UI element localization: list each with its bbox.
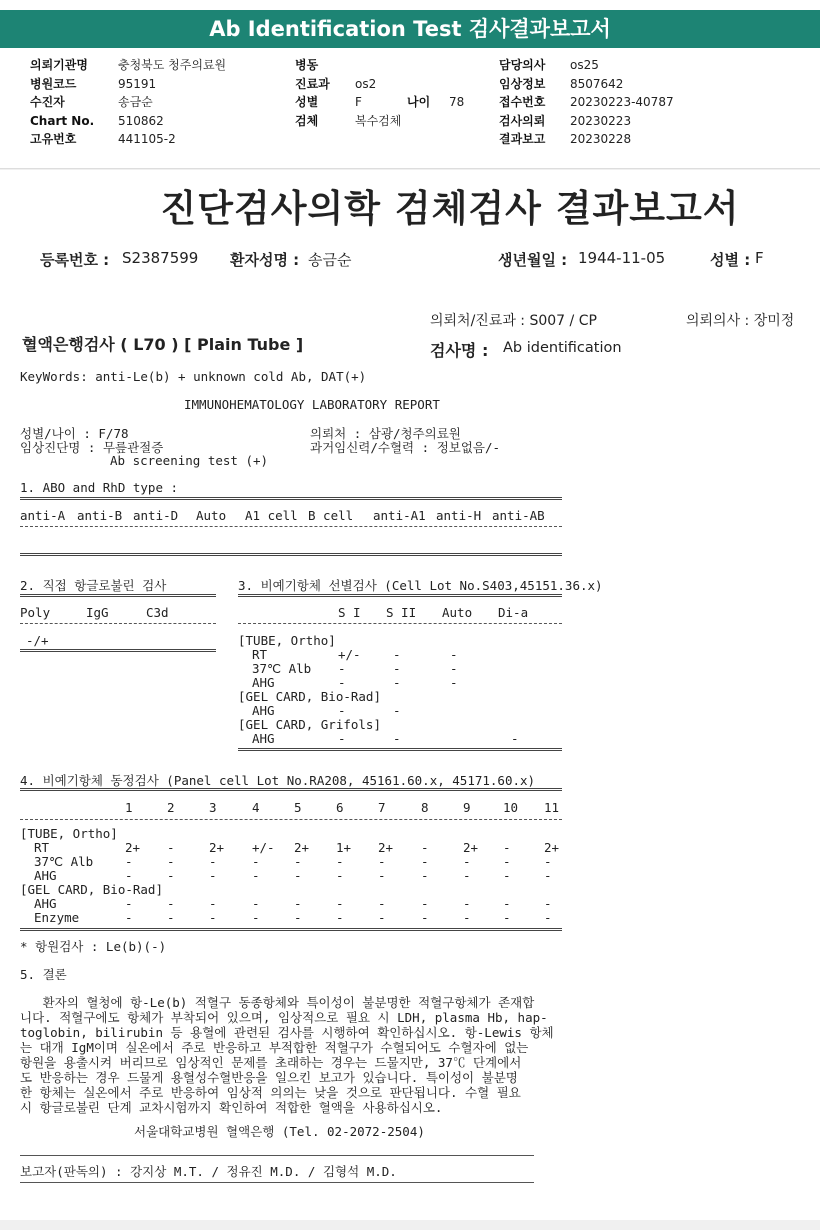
panel-column-header: 4: [252, 800, 260, 815]
meta-values-col3: [570, 56, 674, 149]
panel-row-label: AHG: [34, 896, 57, 911]
panel-result-cell: -: [544, 854, 552, 869]
meta-label: 검체: [295, 113, 319, 128]
panel-result-cell: -: [421, 840, 429, 855]
panel-result-cell: 1+: [336, 840, 352, 855]
meta-value: os2: [355, 76, 377, 91]
dat-column-header: Poly: [20, 605, 51, 620]
panel-result-cell: -: [209, 896, 217, 911]
section3-title: 3. 비예기항체 선별검사 (Cell Lot No.S403,45151.36.x): [238, 578, 603, 593]
abo-column-header: anti-D: [133, 508, 179, 523]
panel-result-cell: 2+: [463, 840, 479, 855]
panel-result-cell: -: [252, 854, 260, 869]
panel-result-cell: -: [167, 910, 175, 925]
abo-column-header: anti-B: [77, 508, 123, 523]
age-value: [449, 93, 464, 112]
divider: [20, 649, 216, 652]
patient-value: 송금순: [308, 251, 352, 269]
screening-result: Ab screening test (+): [110, 453, 269, 468]
panel-result-cell: -: [294, 910, 302, 925]
panel-result-cell: 2+: [544, 840, 560, 855]
screening-row-label: AHG: [252, 675, 275, 690]
screening-column-header: S II: [386, 605, 417, 620]
reg-label: 등록번호 :: [40, 251, 110, 269]
panel-result-cell: -: [336, 868, 344, 883]
abo-column-header: Auto: [196, 508, 227, 523]
panel-result-cell: -: [544, 868, 552, 883]
panel-result-cell: +/-: [252, 840, 275, 855]
meta-label: 진료과: [295, 76, 330, 91]
divider: [20, 553, 562, 556]
meta-value: 20230223: [570, 113, 632, 128]
screening-result-cell: -: [450, 647, 458, 662]
screening-row-label: RT: [252, 647, 268, 662]
panel-result-cell: -: [463, 854, 471, 869]
screening-result-cell: -: [338, 675, 346, 690]
screening-result-cell: +/-: [338, 647, 361, 662]
meta-label: 의뢰기관명: [30, 58, 88, 72]
panel-result-cell: 2+: [294, 840, 310, 855]
meta-labels-col1: [30, 56, 94, 149]
test-name: 혈액은행검사 ( L70 ) [ Plain Tube ]: [22, 335, 304, 354]
panel-result-cell: -: [167, 896, 175, 911]
screening-result-cell: -: [393, 703, 401, 718]
conclusion-line: 한 항체는 실온에서 주로 반응하여 임상적 의의는 낮을 것으로 판단됩니다. 수혈 필요: [20, 1085, 521, 1100]
divider: [20, 623, 216, 624]
reporter: 보고자(판독의) : 강지상 M.T. / 정유진 M.D. / 김형석 M.D.: [20, 1164, 397, 1179]
diagnosis: 임상진단명 : 무릎관절증: [20, 440, 164, 455]
screening-column-header: Auto: [442, 605, 473, 620]
abo-column-header: anti-A: [20, 508, 66, 523]
meta-label: 병동: [295, 58, 319, 72]
conclusion-line: 항원을 용출시켜 버리므로 임상적인 문제를 초래하는 경우는 드물지만, 37℃ 단계에서: [20, 1055, 522, 1070]
panel-result-cell: -: [125, 854, 133, 869]
meta-label: 성별: [295, 95, 319, 109]
panel-result-cell: 2+: [125, 840, 141, 855]
divider: [238, 623, 562, 624]
panel-column-header: 10: [503, 800, 519, 815]
panel-row-label: RT: [34, 840, 50, 855]
dob-value: 1944-11-05: [578, 249, 666, 267]
conclusion-line: 환자의 혈청에 항-Le(b) 적혈구 동종항체와 특이성이 불분명한 적혈구항체가 존재합: [20, 995, 535, 1010]
screening-column-header: Di-a: [498, 605, 529, 620]
panel-result-cell: -: [463, 868, 471, 883]
report-sheet: [0, 170, 820, 1220]
panel-row-label: AHG: [34, 868, 57, 883]
panel-result-cell: -: [294, 854, 302, 869]
panel-result-cell: -: [209, 854, 217, 869]
screening-result-cell: -: [450, 675, 458, 690]
divider: [20, 788, 562, 791]
panel-result-cell: -: [503, 840, 511, 855]
divider: [20, 819, 562, 820]
panel-result-cell: -: [544, 910, 552, 925]
meta-value: 441105-2: [118, 132, 176, 146]
screening-row-label: 37℃ Alb: [252, 661, 312, 676]
conclusion-line: 니다. 적혈구에도 항체가 부착되어 있으며, 임상적으로 필요 시 LDH, plasma Hb, hap-: [20, 1010, 548, 1025]
panel-result-cell: -: [503, 854, 511, 869]
client: 의뢰처 : 삼광/청주의료원: [310, 426, 461, 441]
age-label: [407, 93, 430, 112]
meta-label: 병원코드: [30, 76, 77, 91]
panel-result-cell: -: [294, 868, 302, 883]
patient-label: 환자성명 :: [230, 251, 300, 269]
panel-result-cell: -: [167, 868, 175, 883]
panel-result-cell: -: [378, 910, 386, 925]
antigen-test: * 항원검사 : Le(b)(-): [20, 939, 167, 954]
divider: [20, 928, 562, 931]
meta-labels-col3: [499, 56, 545, 149]
keywords: KeyWords: anti-Le(b) + unknown cold Ab, DAT(+): [20, 369, 367, 384]
panel-column-header: 6: [336, 800, 344, 815]
screening-row-label: AHG: [252, 703, 275, 718]
meta-value: [355, 56, 401, 75]
panel-result-cell: -: [209, 910, 217, 925]
divider: [238, 594, 562, 597]
meta-value: 510862: [118, 113, 164, 128]
panel-column-header: 2: [167, 800, 175, 815]
age-value-text: 78: [449, 95, 465, 109]
panel-group-label: [GEL CARD, Bio-Rad]: [20, 882, 163, 897]
meta-label: 결과보고: [499, 132, 546, 146]
meta-label: 접수번호: [499, 95, 546, 109]
meta-label: Chart No.: [30, 113, 95, 128]
abo-column-header: anti-A1: [373, 508, 426, 523]
panel-result-cell: -: [209, 868, 217, 883]
dat-result: -/+: [26, 633, 49, 648]
hospital-contact: 서울대학교병원 혈액은행 (Tel. 02-2072-2504): [134, 1124, 425, 1139]
meta-values-col1: [118, 56, 226, 149]
panel-column-header: 5: [294, 800, 302, 815]
screening-result-cell: -: [338, 661, 346, 676]
abo-column-header: A1 cell: [245, 508, 298, 523]
meta-label: 검사의뢰: [499, 113, 546, 128]
doctor-info: 의뢰의사 : 장미정: [686, 313, 795, 329]
panel-result-cell: -: [336, 896, 344, 911]
abo-column-header: B cell: [308, 508, 354, 523]
panel-result-cell: -: [503, 896, 511, 911]
meta-label: 임상정보: [499, 76, 546, 91]
meta-value: F: [355, 95, 362, 109]
panel-result-cell: -: [167, 854, 175, 869]
panel-result-cell: -: [503, 868, 511, 883]
meta-value: 송금순: [118, 95, 153, 109]
dat-column-header: C3d: [146, 605, 169, 620]
meta-value: 충청북도 청주의료원: [118, 58, 227, 72]
panel-result-cell: -: [378, 868, 386, 883]
section5-title: 5. 결론: [20, 967, 67, 982]
exam-label: 검사명 :: [430, 341, 489, 360]
panel-result-cell: -: [463, 896, 471, 911]
meta-value: 20230223-40787: [570, 95, 674, 109]
meta-value: 8507642: [570, 76, 624, 91]
report-title: 진단검사의학 검체검사 결과보고서: [160, 187, 740, 230]
panel-result-cell: -: [421, 910, 429, 925]
panel-column-header: 11: [544, 800, 560, 815]
meta-values-col2: [355, 56, 401, 130]
panel-result-cell: -: [125, 868, 133, 883]
panel-result-cell: -: [503, 910, 511, 925]
conclusion-line: 는 대개 IgM이며 실온에서 주로 반응하고 부적합한 적혈구가 수혈되어도 수혈자에 없는: [20, 1040, 529, 1055]
panel-column-header: 1: [125, 800, 133, 815]
meta-labels-col2: [295, 56, 330, 130]
panel-result-cell: -: [167, 840, 175, 855]
panel-result-cell: -: [252, 868, 260, 883]
divider: [20, 1155, 534, 1156]
panel-result-cell: 2+: [378, 840, 394, 855]
screening-group-label: [GEL CARD, Bio-Rad]: [238, 689, 381, 704]
exam-value: Ab identification: [503, 340, 622, 356]
screening-result-cell: -: [393, 661, 401, 676]
panel-result-cell: -: [544, 896, 552, 911]
age-label-text: 나이: [407, 95, 431, 109]
screening-group-label: [GEL CARD, Grifols]: [238, 717, 381, 732]
screening-result-cell: -: [450, 661, 458, 676]
panel-column-header: 9: [463, 800, 471, 815]
divider: [20, 1182, 534, 1183]
conclusion-line: toglobin, bilirubin 등 용혈에 관련된 검사를 시행하여 확인하십시오. 항-Lewis 항체: [20, 1025, 554, 1040]
conclusion-line: 시 항글로불린 단계 교차시험까지 확인하여 적합한 혈액을 사용하십시오.: [20, 1100, 443, 1115]
meta-label: 수진자: [30, 95, 65, 109]
panel-row-label: Enzyme: [34, 910, 80, 925]
screening-row-label: AHG: [252, 731, 275, 746]
screening-column-header: S I: [338, 605, 361, 620]
meta-value: 복수검체: [355, 113, 402, 128]
meta-value: os25: [570, 58, 599, 72]
divider: [20, 526, 562, 527]
panel-result-cell: -: [463, 910, 471, 925]
screening-result-cell: -: [338, 703, 346, 718]
panel-result-cell: -: [125, 896, 133, 911]
panel-result-cell: -: [378, 896, 386, 911]
meta-value: 20230228: [570, 132, 632, 146]
divider: [20, 594, 216, 597]
panel-column-header: 7: [378, 800, 386, 815]
report-header-title: Ab Identification Test 검사결과보고서: [0, 10, 820, 48]
panel-result-cell: -: [336, 854, 344, 869]
screening-result-cell: -: [393, 675, 401, 690]
panel-result-cell: -: [421, 896, 429, 911]
panel-result-cell: -: [336, 910, 344, 925]
panel-result-cell: -: [252, 910, 260, 925]
panel-result-cell: -: [421, 868, 429, 883]
header-panel: [0, 0, 820, 169]
panel-row-label: 37℃ Alb: [34, 854, 94, 869]
panel-result-cell: -: [125, 910, 133, 925]
dob-label: 생년월일 :: [498, 251, 568, 269]
section2-title: 2. 직접 항글로불린 검사: [20, 578, 167, 593]
panel-column-header: 8: [421, 800, 429, 815]
screening-result-cell: -: [393, 731, 401, 746]
sex-label: 성별 :: [710, 251, 751, 269]
abo-column-header: anti-AB: [492, 508, 545, 523]
meta-label: 담당의사: [499, 58, 546, 72]
section1-title: 1. ABO and RhD type :: [20, 480, 179, 495]
meta-value: 95191: [118, 76, 157, 91]
section4-title: 4. 비예기항체 동정검사 (Panel cell Lot No.RA208, 45161.60.x, 45171.60.x): [20, 773, 536, 788]
lab-report-title: IMMUNOHEMATOLOGY LABORATORY REPORT: [184, 397, 440, 412]
panel-result-cell: -: [378, 854, 386, 869]
conclusion-line: 도 반응하는 경우 드물게 용혈성수혈반응을 일으킨 보고가 있습니다. 특이성이 불분명: [20, 1070, 518, 1085]
panel-column-header: 3: [209, 800, 217, 815]
screening-group-label: [TUBE, Ortho]: [238, 633, 336, 648]
dept-info: 의뢰처/진료과 : S007 / CP: [430, 313, 597, 329]
divider: [238, 748, 562, 751]
reg-value: S2387599: [122, 249, 199, 267]
history: 과거임신력/수혈력 : 정보없음/-: [310, 440, 501, 455]
divider: [20, 497, 562, 500]
panel-result-cell: -: [421, 854, 429, 869]
screening-result-cell: -: [338, 731, 346, 746]
sex-age: 성별/나이 : F/78: [20, 426, 129, 441]
panel-result-cell: -: [252, 896, 260, 911]
panel-result-cell: 2+: [209, 840, 225, 855]
screening-result-cell: -: [511, 731, 519, 746]
abo-column-header: anti-H: [436, 508, 482, 523]
sex-value: F: [755, 249, 764, 267]
screening-result-cell: -: [393, 647, 401, 662]
panel-result-cell: -: [294, 896, 302, 911]
dat-column-header: IgG: [86, 605, 109, 620]
meta-label: 고유번호: [30, 132, 77, 146]
panel-group-label: [TUBE, Ortho]: [20, 826, 118, 841]
